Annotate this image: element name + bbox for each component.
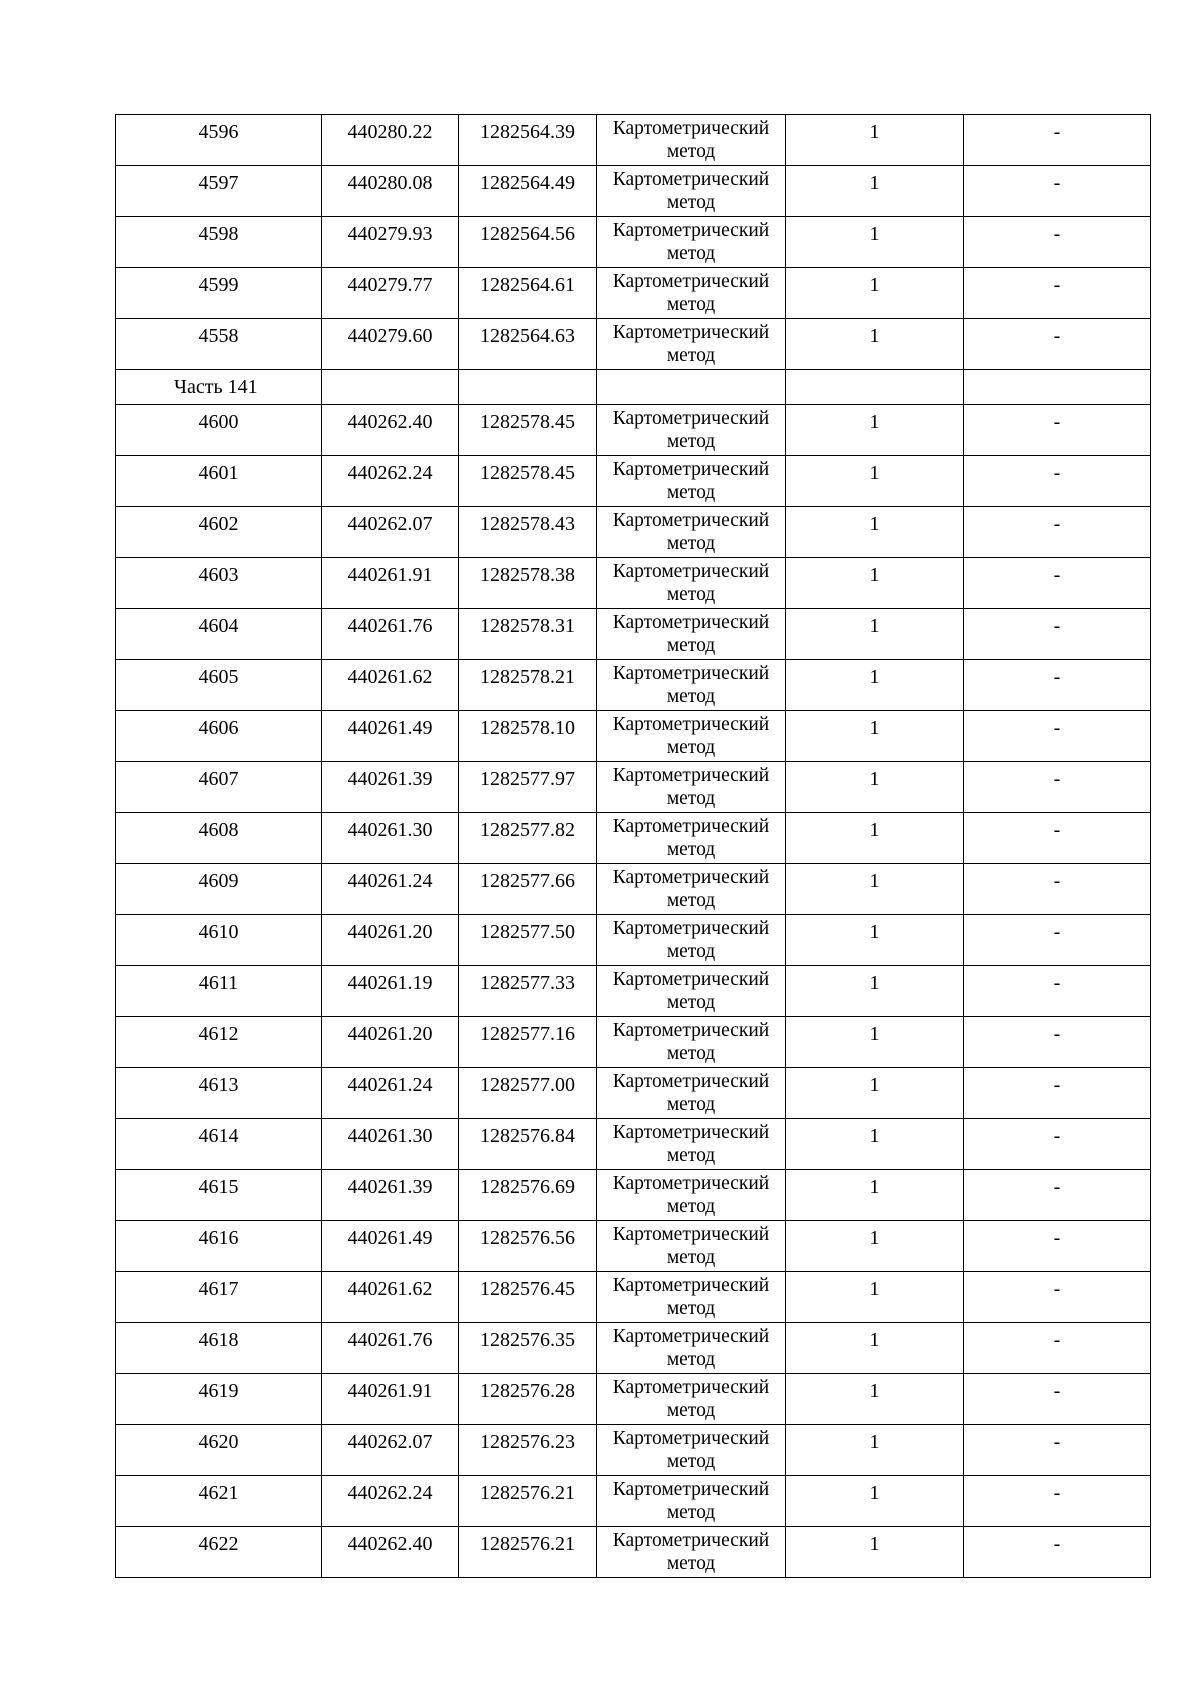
method-cell: Картометрический метод xyxy=(597,1119,786,1170)
table-row xyxy=(116,1017,1151,1068)
note-cell: - xyxy=(964,1374,1151,1425)
x-coordinate-cell: 440261.20 xyxy=(322,915,459,966)
accuracy-cell: 1 xyxy=(786,1119,964,1170)
point-number-cell: 4558 xyxy=(116,319,322,370)
x-coordinate-cell: 440261.76 xyxy=(322,1323,459,1374)
y-coordinate-cell: 1282564.49 xyxy=(459,166,597,217)
table-row xyxy=(116,166,1151,217)
point-number-cell: 4610 xyxy=(116,915,322,966)
y-coordinate-cell: 1282578.21 xyxy=(459,660,597,711)
x-coordinate-cell: 440261.62 xyxy=(322,660,459,711)
accuracy-cell: 1 xyxy=(786,115,964,166)
y-coordinate-cell: 1282577.66 xyxy=(459,864,597,915)
table-row xyxy=(116,319,1151,370)
y-coordinate-cell: 1282576.21 xyxy=(459,1476,597,1527)
table-row xyxy=(116,1170,1151,1221)
method-cell: Картометрический метод xyxy=(597,609,786,660)
section-row xyxy=(116,370,1151,405)
table-row xyxy=(116,1221,1151,1272)
accuracy-cell: 1 xyxy=(786,1476,964,1527)
y-coordinate-cell: 1282576.56 xyxy=(459,1221,597,1272)
point-number-cell: 4616 xyxy=(116,1221,322,1272)
method-cell: Картометрический метод xyxy=(597,115,786,166)
point-number-cell: 4619 xyxy=(116,1374,322,1425)
point-number-cell: 4604 xyxy=(116,609,322,660)
table-row xyxy=(116,966,1151,1017)
table-row xyxy=(116,711,1151,762)
method-cell: Картометрический метод xyxy=(597,915,786,966)
note-cell: - xyxy=(964,813,1151,864)
x-coordinate-cell: 440261.91 xyxy=(322,558,459,609)
point-number-cell: 4613 xyxy=(116,1068,322,1119)
accuracy-cell: 1 xyxy=(786,609,964,660)
accuracy-cell: 1 xyxy=(786,1425,964,1476)
x-coordinate-cell: 440261.30 xyxy=(322,813,459,864)
method-cell: Картометрический метод xyxy=(597,762,786,813)
table-row xyxy=(116,1425,1151,1476)
x-coordinate-cell: 440261.24 xyxy=(322,1068,459,1119)
accuracy-cell: 1 xyxy=(786,456,964,507)
x-coordinate-cell: 440262.40 xyxy=(322,1527,459,1578)
note-cell: - xyxy=(964,319,1151,370)
x-coordinate-cell: 440261.20 xyxy=(322,1017,459,1068)
point-number-cell: 4600 xyxy=(116,405,322,456)
method-cell: Картометрический метод xyxy=(597,558,786,609)
accuracy-cell: 1 xyxy=(786,711,964,762)
empty-cell xyxy=(786,370,964,405)
table-row xyxy=(116,864,1151,915)
y-coordinate-cell: 1282564.61 xyxy=(459,268,597,319)
table-row xyxy=(116,268,1151,319)
x-coordinate-cell: 440261.19 xyxy=(322,966,459,1017)
coordinates-table-body xyxy=(116,115,1151,1578)
x-coordinate-cell: 440261.62 xyxy=(322,1272,459,1323)
note-cell: - xyxy=(964,1170,1151,1221)
section-label: Часть 141 xyxy=(116,370,322,405)
x-coordinate-cell: 440261.30 xyxy=(322,1119,459,1170)
note-cell: - xyxy=(964,864,1151,915)
note-cell: - xyxy=(964,558,1151,609)
x-coordinate-cell: 440261.39 xyxy=(322,1170,459,1221)
method-cell: Картометрический метод xyxy=(597,1272,786,1323)
method-cell: Картометрический метод xyxy=(597,660,786,711)
x-coordinate-cell: 440280.22 xyxy=(322,115,459,166)
note-cell: - xyxy=(964,1323,1151,1374)
point-number-cell: 4612 xyxy=(116,1017,322,1068)
accuracy-cell: 1 xyxy=(786,1272,964,1323)
x-coordinate-cell: 440262.07 xyxy=(322,507,459,558)
note-cell: - xyxy=(964,507,1151,558)
y-coordinate-cell: 1282577.16 xyxy=(459,1017,597,1068)
method-cell: Картометрический метод xyxy=(597,1017,786,1068)
table-row xyxy=(116,609,1151,660)
note-cell: - xyxy=(964,711,1151,762)
point-number-cell: 4622 xyxy=(116,1527,322,1578)
method-cell: Картометрический метод xyxy=(597,319,786,370)
note-cell: - xyxy=(964,1476,1151,1527)
y-coordinate-cell: 1282578.45 xyxy=(459,456,597,507)
table-row xyxy=(116,1374,1151,1425)
point-number-cell: 4598 xyxy=(116,217,322,268)
x-coordinate-cell: 440279.60 xyxy=(322,319,459,370)
method-cell: Картометрический метод xyxy=(597,405,786,456)
point-number-cell: 4602 xyxy=(116,507,322,558)
method-cell: Картометрический метод xyxy=(597,864,786,915)
table-row xyxy=(116,1323,1151,1374)
table-row xyxy=(116,762,1151,813)
table-row xyxy=(116,1119,1151,1170)
point-number-cell: 4614 xyxy=(116,1119,322,1170)
x-coordinate-cell: 440262.07 xyxy=(322,1425,459,1476)
table-row xyxy=(116,558,1151,609)
method-cell: Картометрический метод xyxy=(597,1170,786,1221)
note-cell: - xyxy=(964,660,1151,711)
note-cell: - xyxy=(964,1425,1151,1476)
note-cell: - xyxy=(964,609,1151,660)
x-coordinate-cell: 440261.49 xyxy=(322,1221,459,1272)
method-cell: Картометрический метод xyxy=(597,166,786,217)
x-coordinate-cell: 440262.24 xyxy=(322,456,459,507)
y-coordinate-cell: 1282576.35 xyxy=(459,1323,597,1374)
point-number-cell: 4603 xyxy=(116,558,322,609)
y-coordinate-cell: 1282576.23 xyxy=(459,1425,597,1476)
x-coordinate-cell: 440262.40 xyxy=(322,405,459,456)
method-cell: Картометрический метод xyxy=(597,507,786,558)
y-coordinate-cell: 1282577.50 xyxy=(459,915,597,966)
y-coordinate-cell: 1282578.10 xyxy=(459,711,597,762)
point-number-cell: 4607 xyxy=(116,762,322,813)
table-row xyxy=(116,115,1151,166)
y-coordinate-cell: 1282578.31 xyxy=(459,609,597,660)
note-cell: - xyxy=(964,456,1151,507)
x-coordinate-cell: 440280.08 xyxy=(322,166,459,217)
y-coordinate-cell: 1282564.39 xyxy=(459,115,597,166)
table-row xyxy=(116,405,1151,456)
note-cell: - xyxy=(964,915,1151,966)
point-number-cell: 4606 xyxy=(116,711,322,762)
note-cell: - xyxy=(964,1272,1151,1323)
table-row xyxy=(116,1476,1151,1527)
note-cell: - xyxy=(964,1527,1151,1578)
note-cell: - xyxy=(964,405,1151,456)
y-coordinate-cell: 1282578.43 xyxy=(459,507,597,558)
note-cell: - xyxy=(964,268,1151,319)
point-number-cell: 4605 xyxy=(116,660,322,711)
point-number-cell: 4596 xyxy=(116,115,322,166)
accuracy-cell: 1 xyxy=(786,217,964,268)
note-cell: - xyxy=(964,1017,1151,1068)
accuracy-cell: 1 xyxy=(786,966,964,1017)
table-row xyxy=(116,813,1151,864)
x-coordinate-cell: 440261.91 xyxy=(322,1374,459,1425)
method-cell: Картометрический метод xyxy=(597,217,786,268)
point-number-cell: 4617 xyxy=(116,1272,322,1323)
empty-cell xyxy=(459,370,597,405)
accuracy-cell: 1 xyxy=(786,268,964,319)
y-coordinate-cell: 1282577.00 xyxy=(459,1068,597,1119)
y-coordinate-cell: 1282564.56 xyxy=(459,217,597,268)
accuracy-cell: 1 xyxy=(786,558,964,609)
accuracy-cell: 1 xyxy=(786,915,964,966)
accuracy-cell: 1 xyxy=(786,1527,964,1578)
y-coordinate-cell: 1282578.38 xyxy=(459,558,597,609)
note-cell: - xyxy=(964,762,1151,813)
y-coordinate-cell: 1282564.63 xyxy=(459,319,597,370)
x-coordinate-cell: 440261.24 xyxy=(322,864,459,915)
method-cell: Картометрический метод xyxy=(597,1374,786,1425)
accuracy-cell: 1 xyxy=(786,813,964,864)
y-coordinate-cell: 1282576.45 xyxy=(459,1272,597,1323)
y-coordinate-cell: 1282576.69 xyxy=(459,1170,597,1221)
accuracy-cell: 1 xyxy=(786,1374,964,1425)
coordinates-table xyxy=(115,114,1151,1578)
table-row xyxy=(116,915,1151,966)
method-cell: Картометрический метод xyxy=(597,1068,786,1119)
note-cell: - xyxy=(964,115,1151,166)
method-cell: Картометрический метод xyxy=(597,966,786,1017)
accuracy-cell: 1 xyxy=(786,166,964,217)
empty-cell xyxy=(322,370,459,405)
x-coordinate-cell: 440261.76 xyxy=(322,609,459,660)
accuracy-cell: 1 xyxy=(786,762,964,813)
x-coordinate-cell: 440261.39 xyxy=(322,762,459,813)
method-cell: Картометрический метод xyxy=(597,456,786,507)
note-cell: - xyxy=(964,217,1151,268)
accuracy-cell: 1 xyxy=(786,1221,964,1272)
y-coordinate-cell: 1282578.45 xyxy=(459,405,597,456)
note-cell: - xyxy=(964,1221,1151,1272)
method-cell: Картометрический метод xyxy=(597,813,786,864)
method-cell: Картометрический метод xyxy=(597,1221,786,1272)
method-cell: Картометрический метод xyxy=(597,268,786,319)
x-coordinate-cell: 440262.24 xyxy=(322,1476,459,1527)
method-cell: Картометрический метод xyxy=(597,1323,786,1374)
point-number-cell: 4608 xyxy=(116,813,322,864)
note-cell: - xyxy=(964,966,1151,1017)
y-coordinate-cell: 1282577.97 xyxy=(459,762,597,813)
point-number-cell: 4601 xyxy=(116,456,322,507)
accuracy-cell: 1 xyxy=(786,507,964,558)
table-row xyxy=(116,456,1151,507)
accuracy-cell: 1 xyxy=(786,1068,964,1119)
point-number-cell: 4599 xyxy=(116,268,322,319)
method-cell: Картометрический метод xyxy=(597,1527,786,1578)
table-row xyxy=(116,660,1151,711)
y-coordinate-cell: 1282577.82 xyxy=(459,813,597,864)
accuracy-cell: 1 xyxy=(786,405,964,456)
table-row xyxy=(116,1527,1151,1578)
point-number-cell: 4609 xyxy=(116,864,322,915)
accuracy-cell: 1 xyxy=(786,319,964,370)
point-number-cell: 4597 xyxy=(116,166,322,217)
method-cell: Картометрический метод xyxy=(597,1476,786,1527)
x-coordinate-cell: 440279.77 xyxy=(322,268,459,319)
accuracy-cell: 1 xyxy=(786,1017,964,1068)
y-coordinate-cell: 1282577.33 xyxy=(459,966,597,1017)
note-cell: - xyxy=(964,1119,1151,1170)
point-number-cell: 4611 xyxy=(116,966,322,1017)
accuracy-cell: 1 xyxy=(786,1170,964,1221)
empty-cell xyxy=(964,370,1151,405)
note-cell: - xyxy=(964,166,1151,217)
note-cell: - xyxy=(964,1068,1151,1119)
point-number-cell: 4620 xyxy=(116,1425,322,1476)
method-cell: Картометрический метод xyxy=(597,711,786,762)
accuracy-cell: 1 xyxy=(786,660,964,711)
table-row xyxy=(116,1272,1151,1323)
accuracy-cell: 1 xyxy=(786,1323,964,1374)
table-row xyxy=(116,507,1151,558)
empty-cell xyxy=(597,370,786,405)
accuracy-cell: 1 xyxy=(786,864,964,915)
point-number-cell: 4618 xyxy=(116,1323,322,1374)
y-coordinate-cell: 1282576.21 xyxy=(459,1527,597,1578)
y-coordinate-cell: 1282576.84 xyxy=(459,1119,597,1170)
y-coordinate-cell: 1282576.28 xyxy=(459,1374,597,1425)
table-row xyxy=(116,1068,1151,1119)
table-row xyxy=(116,217,1151,268)
method-cell: Картометрический метод xyxy=(597,1425,786,1476)
x-coordinate-cell: 440279.93 xyxy=(322,217,459,268)
point-number-cell: 4615 xyxy=(116,1170,322,1221)
x-coordinate-cell: 440261.49 xyxy=(322,711,459,762)
point-number-cell: 4621 xyxy=(116,1476,322,1527)
